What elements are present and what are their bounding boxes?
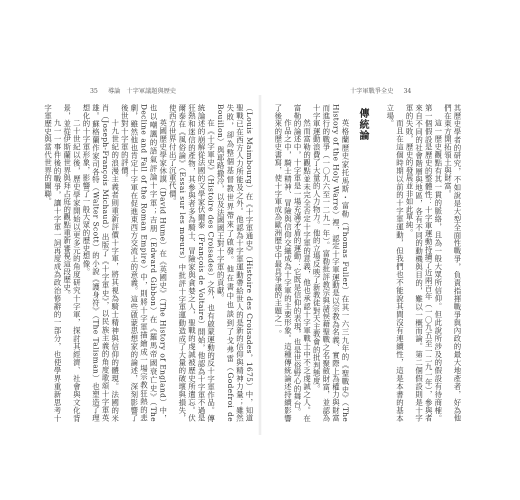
left-paragraph-3: 英國歷史學家休謨（David Hume）在《英國史》（The History of England）中，也以嘲諷的語氣評論十字軍；吉朋（Edward Gibbon）在《羅馬帝國衰亡史》（The Decline and Fall of the Roman Empire）中，則將十字軍描繪成一場宗教狂熱的悲劇，雖然他也肯定十字軍在促進東西方交流上的意義。這些啟蒙思想家的論述，深刻影響了後世對十字軍的評價。 bbox=[120, 104, 168, 422]
left-paragraph-2: 在《十字軍史》（Histoire des Croisades）之外，也有啟蒙運動的反十字軍作品。傳統論述的崩解從法國的文學家伏爾泰（François de Voltaire）開始，他認為十字軍不過是狂熱和迷信的產物，其參與者多為騎士、冒險家與貪婪之人，聖戰的虔誠被歷史所遺忘。伏爾泰在《風俗論》（Essai sur les mœurs）中批評十字軍運動造成了大量的破壞與損失，使西方世界付出了沉重代價。 bbox=[168, 104, 216, 422]
right-running-header: 十字軍戰爭全史 bbox=[350, 88, 394, 95]
left-paragraph-5: 二十世紀以後，歷史學家開始以更多元的角度研究十字軍，探討其經濟、社會與文化背景，並從伊斯蘭世界與拜占庭的觀點重新審視這段歷史。 bbox=[62, 104, 82, 422]
section-title: 傳統論 bbox=[357, 108, 368, 141]
left-paragraph-1: （Louis Maimbourg）在《十字軍通史》（Histoire des Croisades，1675）中，知道聖戰已在西方人力所能及之外。他認為十字軍運動帶給世人的是新的信仰與精神力量；雖然失敗，卻為整個基督教世界帶來了啟發。他在書中也談到了戈弗雷（Godefroi de Bouillon）與耶路撒冷，以及法國國王對十字軍的貢獻。 bbox=[216, 104, 254, 422]
left-page-number: 35 bbox=[90, 88, 98, 95]
left-page-header bbox=[90, 86, 176, 95]
right-page-header bbox=[350, 86, 411, 95]
right-page-section-body bbox=[268, 104, 350, 422]
left-running-header: 導論 十字軍議題與歷史 bbox=[108, 88, 177, 95]
right-section-paragraph-1: 英格蘭歷史家托馬斯・富勒（Thomas Fuller）在其一六三九年的《聖戰史》（The History of the Holy Warre）裡，認定十字軍運動是以宗教為名義、實際上為權力與財富而進行的戰爭（一〇九六至一二九一年）。富勒批評教宗與諸侯藉聖戰之名聚斂財富，並認為十字軍運動浪費了大量的人力物力。他的立場反映了新教徒對天主教會的批判態度。 bbox=[312, 104, 350, 422]
right-section-paragraph-3: 作品之中，騎士精神、冒險與信仰交織成為十字軍的主要形象。這種傳統論述持續影響了後來的歷史書寫，使十字軍成為歐洲歷史中最具爭議的主題之一。 bbox=[273, 104, 293, 422]
left-page-body bbox=[43, 104, 254, 422]
book-gutter bbox=[258, 95, 262, 435]
right-page-number: 34 bbox=[403, 88, 412, 95]
right-intro-paragraph-3: 而且在這個時期以前的十字軍運動，但我們也不能說其間沒有連續性，這是本書的基本立場。 bbox=[385, 104, 405, 422]
right-section-paragraph-2: 然而富勒的觀點並未完全否定十字軍的意義，他也承認十字軍戰士中不乏虔誠之人。在富勒的論述中，十字軍是一場充滿矛盾的運動：它既是信仰的表現，也是世俗野心的舞台。 bbox=[293, 104, 312, 422]
left-paragraph-6: 九一一事件後的戰爭，讓十字軍一詞再度成為政治修辭的一部分，也使學界重新思考十字軍歷史與當代世界的關聯。 bbox=[43, 104, 63, 422]
right-page-intro bbox=[376, 104, 462, 422]
left-paragraph-4: 十九世紀的浪漫主義者則重新評價十字軍，將其視為騎士精神與信仰的體現。法國的米肖（Joseph-François Michaud）出版了《十字軍史》，以民族主義的角度歌頌十字軍英雄。蘇格蘭作家司各特（Walter Scott）的小說《護身符》（The Talisman）也塑造了理想化的十字軍形象，影響了一般大眾的歷史想像。 bbox=[81, 104, 120, 422]
right-intro-paragraph-1: 其歷史學者的研究，不如說是大型全面性戰爭，負責指揮戰爭與內政的最大地產者，好為他們在東方開拓領土與財富。 bbox=[443, 104, 462, 422]
right-intro-paragraph-2: 這一歷史觀點有其一貫的脈絡，且為一般大眾所信仰。但此說所涉及的假設有待商榷。第一個假設是歷史的整體性：十字軍運動持續了近兩百年（一〇九五至一二九一年），參與者來自不同的社會階層與地區，各有不同的動機與目的，難以一概而論。第二個假設則是十字軍的失敗，歷史的發展並非如此單純。 bbox=[405, 104, 443, 422]
